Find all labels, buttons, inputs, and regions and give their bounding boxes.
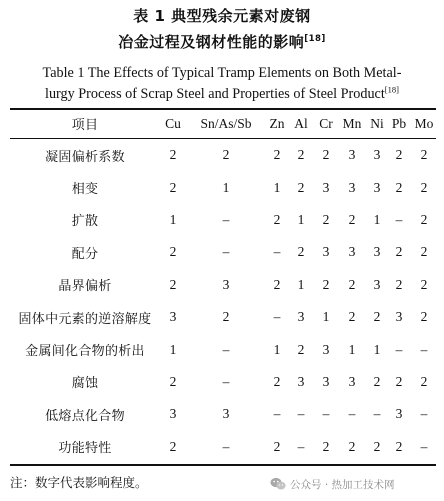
table-cell: 2 [322,276,330,292]
row-label: 固体中元素的逆溶解度 [18,311,152,327]
table-cell: 1 [348,341,356,357]
table-cell: 2 [169,147,177,163]
header-element: Ni [370,115,384,131]
row-label: 凝固偏析系数 [45,149,125,165]
table-cell: 3 [169,309,177,325]
table-cell: 1 [373,211,381,227]
table-cell: 2 [222,147,230,163]
table-cell: 3 [322,179,330,195]
table-cell: 2 [348,276,356,292]
table-cell: 2 [420,147,428,163]
table-cell: 2 [395,438,403,454]
table-cell: 3 [322,373,330,389]
table-cell: 2 [348,211,356,227]
table-cell: 1 [297,276,305,292]
table-cell: 2 [169,438,177,454]
table-cell: 2 [169,179,177,195]
table-cell: 2 [273,276,281,292]
table-cell: – [297,438,305,454]
header-element: Cr [319,115,333,131]
table-title-en-line1 [0,64,444,82]
table-cell: – [222,341,230,357]
table-row [10,204,436,236]
table-cell: 2 [169,244,177,260]
table-cell: – [395,211,403,227]
table-cell: 2 [348,438,356,454]
table-cell: 3 [169,406,177,422]
table-row [10,431,436,463]
table-cell: 3 [348,179,356,195]
table-cell: 2 [420,309,428,325]
table-cell: 3 [348,373,356,389]
row-label: 相变 [71,182,99,198]
table-cell: 3 [373,147,381,163]
table-cell: 2 [222,309,230,325]
table-cell: 2 [420,373,428,389]
table-cell: – [273,406,281,422]
table-cell: 3 [348,147,356,163]
table-cell: 2 [273,147,281,163]
wechat-icon [270,477,286,491]
table-cell: 2 [273,211,281,227]
table-cell: 2 [395,276,403,292]
table-title-zh-line2-text: 冶金过程及钢材性能的影响 [118,33,305,51]
table-cell: 3 [297,373,305,389]
table-cell: 2 [322,147,330,163]
table-cell: 3 [222,276,230,292]
table-cell: 2 [420,179,428,195]
row-label: 配分 [71,246,99,262]
citation-ref-zh: [18] [304,34,326,44]
table-body [10,139,436,463]
table-cell: – [373,406,381,422]
table-row [10,171,436,203]
table-cell: 2 [395,147,403,163]
table-cell: 2 [169,276,177,292]
watermark-text: 公众号 · 热加工技术网 [290,478,395,491]
table-cell: – [273,309,281,325]
table-cell: 3 [373,179,381,195]
table-cell: – [222,244,230,260]
table-row [10,333,436,365]
table-cell: 2 [373,373,381,389]
table-cell: – [420,438,428,454]
table-title-en-line2 [0,85,444,103]
row-label: 晶界偏析 [58,279,112,295]
citation-ref-en: [18] [384,84,399,95]
header-element: Pb [391,115,407,131]
table-cell: 3 [395,406,403,422]
header-element: Mo [414,115,434,131]
row-label: 功能特性 [58,441,112,457]
header-element: Mn [342,115,362,131]
table-cell: 2 [273,438,281,454]
table-title-zh-line2 [0,32,444,52]
effects-table [10,109,436,457]
table-cell: 2 [297,147,305,163]
table-row [10,366,436,398]
table-cell: 2 [395,179,403,195]
table-cell: 1 [273,341,281,357]
header-item: 项目 [71,118,99,133]
table-cell: 1 [373,341,381,357]
table-cell: 1 [169,341,177,357]
table-cell: – [395,341,403,357]
table-cell: 1 [222,179,230,195]
table-cell: 2 [273,373,281,389]
table-cell: 1 [273,179,281,195]
table-row [10,398,436,430]
table-row [10,269,436,301]
table-cell: 2 [297,179,305,195]
table-cell: 2 [322,211,330,227]
table-title-zh-line1-text: 表 1 典型残余元素对废钢 [133,7,311,25]
table-bottom-rule [10,464,436,466]
table-cell: 2 [373,438,381,454]
table-cell: 2 [348,309,356,325]
table-cell: 2 [420,211,428,227]
table-row [10,301,436,333]
table-cell: 3 [373,276,381,292]
table-cell: 2 [420,244,428,260]
table-cell: 2 [420,276,428,292]
table-cell: 2 [322,438,330,454]
table-cell: 3 [322,244,330,260]
row-label: 腐蚀 [71,376,99,392]
table-cell: 3 [373,244,381,260]
table-cell: – [322,406,330,422]
table-cell: – [222,438,230,454]
table-title-zh-line1 [0,6,444,26]
table-row [10,236,436,268]
table-cell: – [348,406,356,422]
table-cell: – [297,406,305,422]
table-cell: 3 [222,406,230,422]
table-cell: 1 [169,211,177,227]
table-cell: 3 [322,341,330,357]
table-cell: 3 [348,244,356,260]
header-element: Cu [165,115,181,131]
table-header-row [10,109,436,138]
table-cell: 2 [395,244,403,260]
table-cell: 2 [297,341,305,357]
table-cell: 2 [297,244,305,260]
row-label: 扩散 [71,214,99,230]
table-cell: 3 [395,309,403,325]
watermark [270,474,395,494]
table-footnote: 注：数字代表影响程度。 [10,475,148,490]
table-cell: 3 [297,309,305,325]
table-title-en-line2-text: lurgy Process of Scrap Steel and Properties of Steel Product [45,86,385,102]
row-label: 低熔点化合物 [45,408,125,424]
row-label: 金属间化合物的析出 [25,344,145,360]
header-element: Sn/As/Sb [200,115,252,131]
table-cell: 2 [373,309,381,325]
table-cell: – [222,211,230,227]
table-cell: – [420,406,428,422]
header-element: Zn [269,115,285,131]
table-cell: 1 [322,309,330,325]
table-cell: 2 [395,373,403,389]
table-row [10,139,436,171]
table-cell: – [273,244,281,260]
table-cell: 2 [169,373,177,389]
table-cell: – [222,373,230,389]
table-cell: – [420,341,428,357]
table-cell: 1 [297,211,305,227]
header-element: Al [294,115,308,131]
table-title-en-line1-text: Table 1 The Effects of Typical Tramp Elements on Both Metal- [42,65,402,81]
